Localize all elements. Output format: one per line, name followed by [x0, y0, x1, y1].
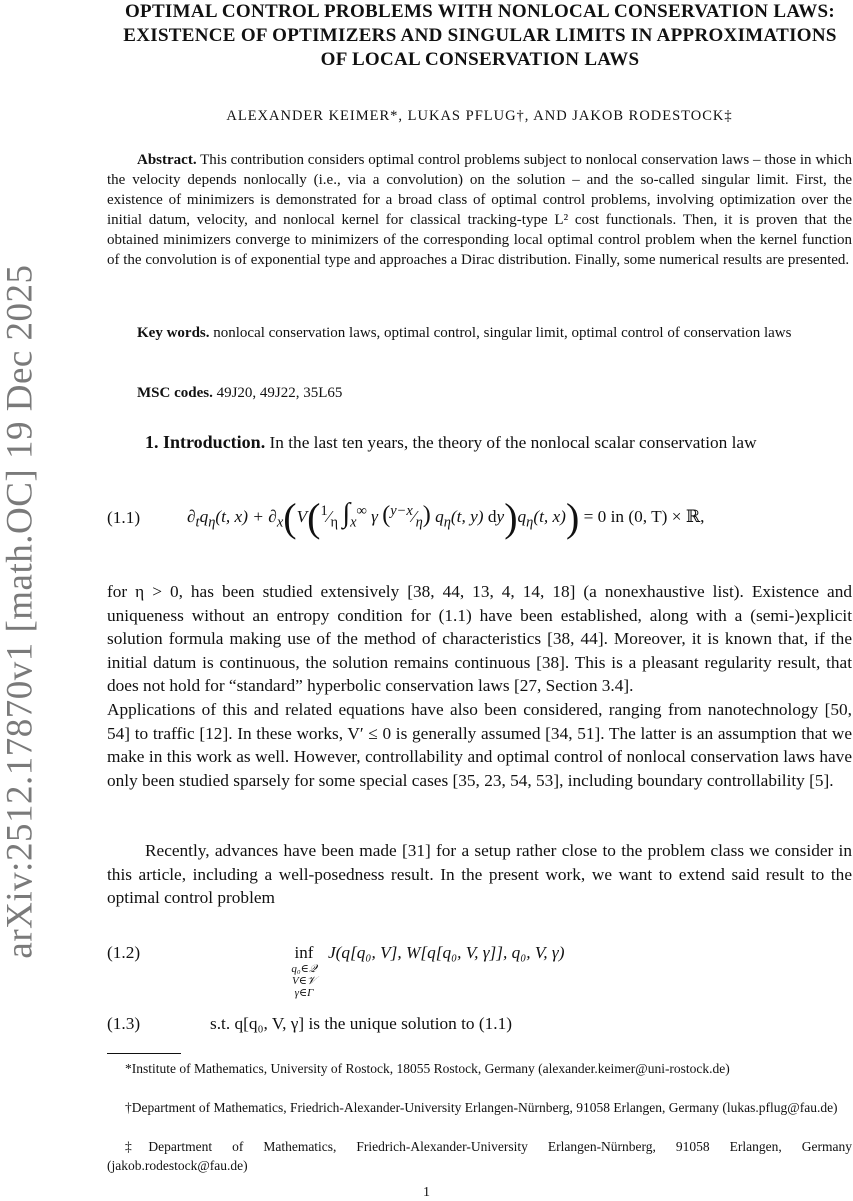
inf-operator: inf [294, 943, 314, 962]
equation-number: (1.2) [107, 943, 141, 962]
introduction-paragraph [107, 431, 852, 455]
inf-sub-q0: q₀∈𝒬 [291, 963, 317, 975]
abstract-text: This contribution considers optimal control problems subject to nonlocal conservation laws – those in which the velocity depends nonlocally (i.e., via a convolution) on the solution – and the so-called singular limit. First, the existence of minimizers is demonstrated for a broad class of optimal control problems, involving optimization over the initial datum, velocity, and nonlocal kernel for classical tracking-type L² cost functionals. Then, it is proven that the obtained minimizers converge to minimizers of the corresponding local optimal control problem when the kernel function of the convolution is of exponential type and approaches a Dirac distribution. Finally, some numerical results are presented. [107, 152, 852, 268]
arxiv-stamp: arXiv:2512.17870v1 [math.OC] 19 Dec 2025 [0, 264, 41, 959]
paper-title: OPTIMAL CONTROL PROBLEMS WITH NONLOCAL CONSERVATION LAWS: EXISTENCE OF OPTIMIZERS AND SINGULAR LIMITS IN APPROXIMATIONS OF LOCAL CONSERVATION LAWS [123, 1, 837, 70]
keywords [107, 323, 852, 343]
msc-label: MSC codes. [137, 385, 213, 401]
inf-subscript [284, 963, 324, 999]
equation-1-1: $\partial_tq_\eta(t$, $x) + \partial_x(V(^1⁄_\eta$ $\int_x^\infty$ γ $(^{y-x}⁄_\eta)$ $q_\eta(t$, y) $dy)q_\eta(t$, x)) = 0 in (0, T) × ℝ, [187, 495, 705, 541]
footnote-rule [107, 1053, 181, 1054]
equation-tail: = 0 in (0, T) × ℝ, [583, 507, 705, 526]
keywords-text: nonlocal conservation laws, optimal control, singular limit, optimal control of conservation laws [213, 325, 792, 341]
page-number: 1 [423, 1185, 430, 1200]
equation-1-2: J(q[q₀, V], W[q[q₀, V, γ]], q₀, V, γ) [328, 943, 565, 962]
inf-sub-gamma: γ∈Γ [294, 987, 314, 999]
paragraph: Applications of this and related equations have also been considered, ranging from nanotechnology [50, 54] to traffic [12]. In these works, V′ ≤ 0 is generally assumed [34, 51]. The latter is an assumption that we make in this work as well. However, controllability and optimal control of nonlocal conservation laws have only been studied sparsely for some special cases [35, 23, 54, 53], including boundary controllability [5]. [107, 700, 852, 790]
footnote: *Institute of Mathematics, University of Rostock, 18055 Rostock, Germany (alexander.keimer@uni-rostock.de) [125, 1061, 730, 1076]
infimum [284, 943, 324, 999]
paragraph: Recently, advances have been made [31] for a setup rather close to the problem class we consider in this article, including a well-posedness result. In the present work, we want to extend said result to the optimal control problem [107, 841, 852, 908]
equation-number: (1.3) [107, 1014, 141, 1033]
abstract-label: Abstract. [137, 152, 197, 168]
section-heading: 1. Introduction. [145, 432, 266, 452]
footnote: †Department of Mathematics, Friedrich-Alexander-University Erlangen-Nürnberg, 91058 Erlangen, Germany (lukas.pflug@fau.de) [125, 1100, 838, 1115]
intro-text: In the last ten years, the theory of the nonlocal scalar conservation law [269, 433, 757, 452]
msc-codes [107, 383, 852, 403]
inf-sub-v: V∈𝒱 [291, 975, 317, 987]
keywords-label: Key words. [137, 325, 210, 341]
equation-number: (1.1) [107, 508, 141, 527]
msc-text: 49J20, 49J22, 35L65 [216, 385, 343, 401]
equation-1-3: s.t. q[q₀, V, γ] is the unique solution to (1.1) [210, 1014, 512, 1033]
paragraph: for η > 0, has been studied extensively [38, 44, 13, 4, 14, 18] (a nonexhaustive list). Existence and uniqueness without an entropy condition for (1.1) have been established, along with a (semi-)explicit solution formula making use of the method of characteristics [38, 44]. Moreover, it is known that, if the initial datum is continuous, the solution remains continuous [38]. This is a pleasant regularity result, that does not hold for “standard” hyperbolic conservation laws [27, Section 3.4]. [107, 582, 852, 696]
authors: ALEXANDER KEIMER*, LUKAS PFLUG†, AND JAKOB RODESTOCK‡ [226, 108, 733, 124]
footnote: ‡Department of Mathematics, Friedrich-Alexander-University Erlangen-Nürnberg, 91058 Erlangen, Germany (jakob.rodestock@fau.de) [107, 1139, 852, 1173]
abstract [107, 150, 852, 270]
